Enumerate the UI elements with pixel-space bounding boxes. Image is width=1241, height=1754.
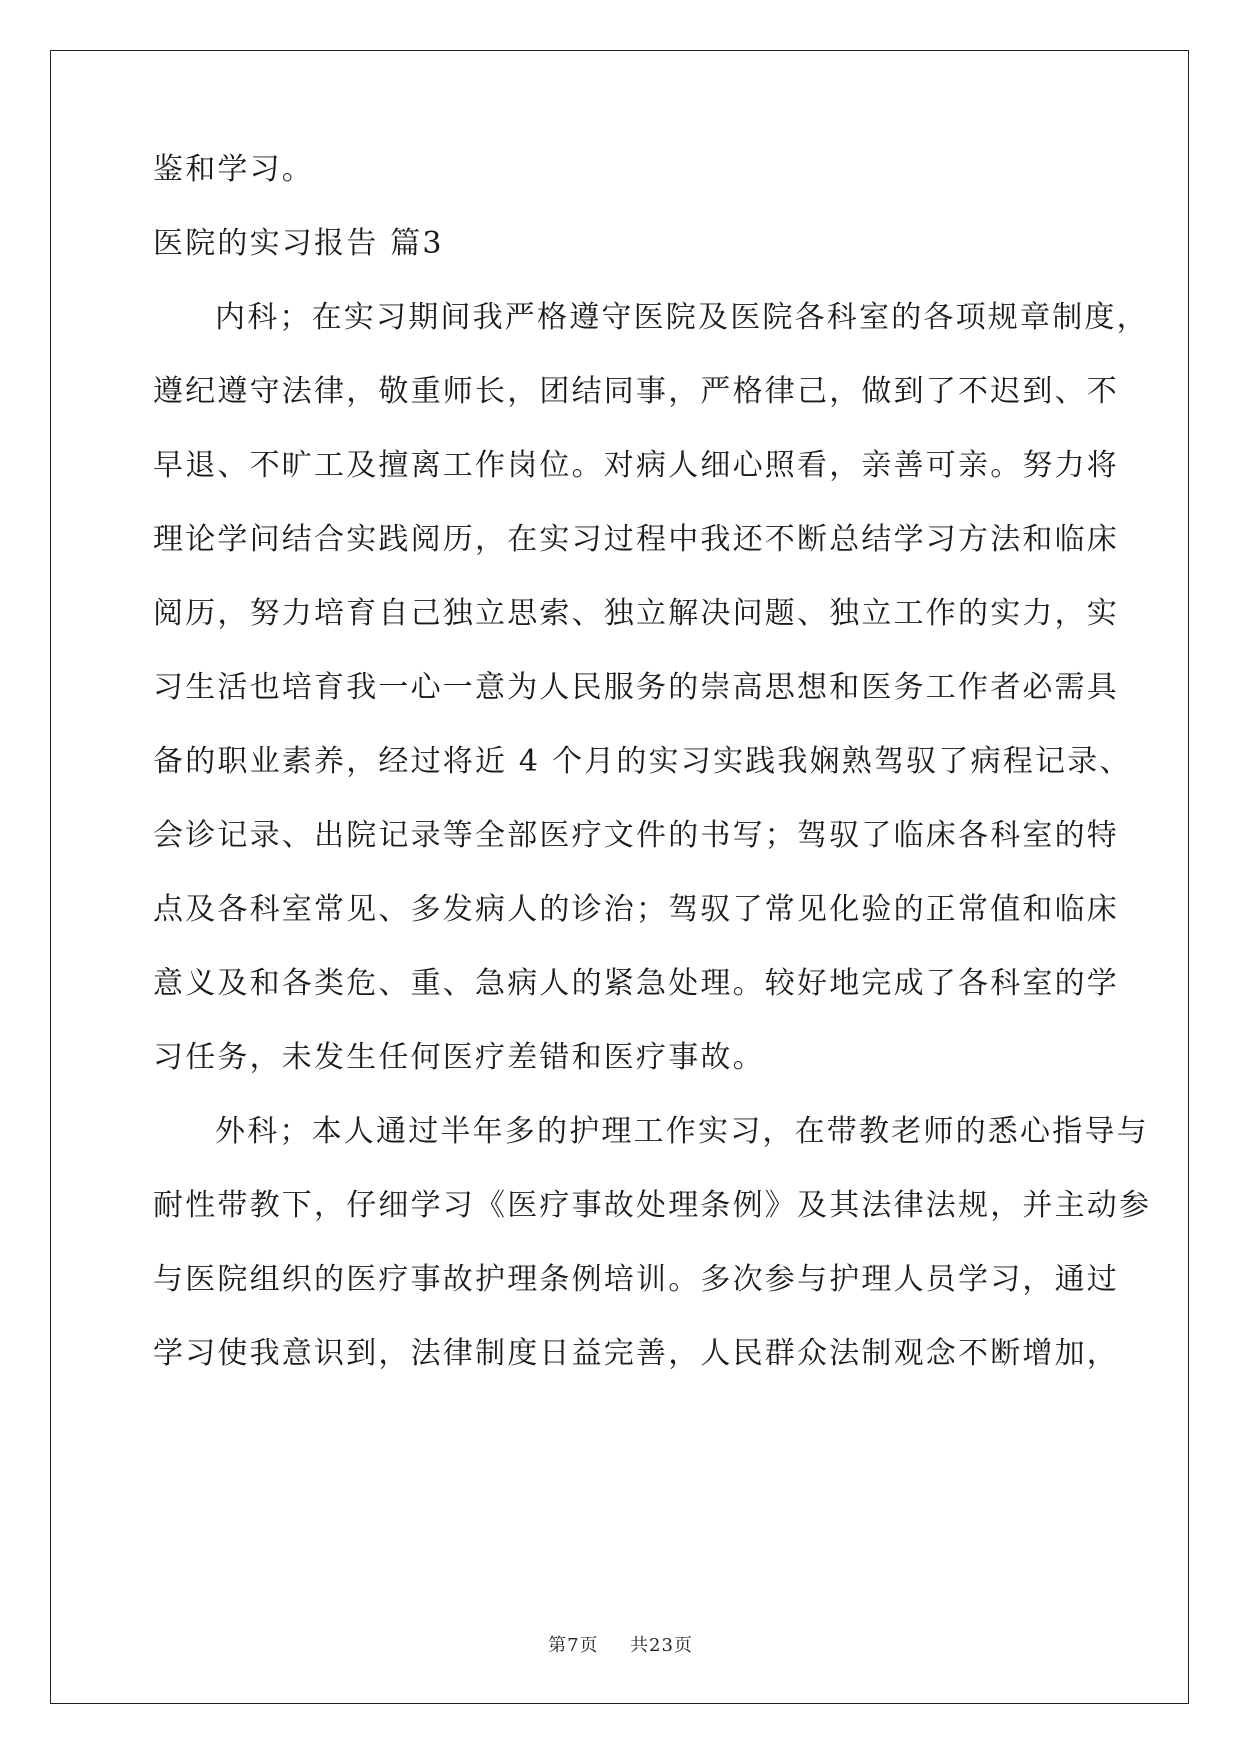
paragraph-line: 阅历，努力培育自己独立思索、独立解决问题、独立工作的实力，实 <box>153 596 1119 631</box>
paragraph-line: 内科；在实习期间我严格遵守医院及医院各科室的各项规章制度， <box>215 300 1149 335</box>
paragraph-line: 习任务，未发生任何医疗差错和医疗事故。 <box>153 1040 765 1075</box>
paragraph-line: 与医院组织的医疗事故护理条例培训。多次参与护理人员学习，通过 <box>153 1262 1119 1297</box>
page-total: 共23页 <box>630 1635 693 1656</box>
page-number: 第7页 <box>548 1635 599 1656</box>
paragraph-line: 备的职业素养，经过将近 4 个月的实习实践我娴熟驾驭了病程记录、 <box>153 744 1132 779</box>
paragraph-line: 理论学问结合实践阅历，在实习过程中我还不断总结学习方法和临床 <box>153 522 1119 557</box>
paragraph-line: 遵纪遵守法律，敬重师长，团结同事，严格律己，做到了不迟到、不 <box>153 374 1119 409</box>
paragraph-line: 学习使我意识到，法律制度日益完善，人民群众法制观念不断增加， <box>153 1336 1119 1371</box>
paragraph-line: 耐性带教下，仔细学习《医疗事故处理条例》及其法律法规，并主动参 <box>153 1188 1152 1223</box>
paragraph-line: 外科；本人通过半年多的护理工作实习，在带教老师的悉心指导与 <box>215 1114 1149 1149</box>
paragraph-line: 早退、不旷工及擅离工作岗位。对病人细心照看，亲善可亲。努力将 <box>153 448 1119 483</box>
paragraph-line: 点及各科室常见、多发病人的诊治；驾驭了常见化验的正常值和临床 <box>153 892 1119 927</box>
section-heading: 医院的实习报告 篇3 <box>153 226 444 261</box>
paragraph-line: 意义及和各类危、重、急病人的紧急处理。较好地完成了各科室的学 <box>153 966 1119 1001</box>
text-line: 鉴和学习。 <box>153 152 314 187</box>
paragraph-line: 会诊记录、出院记录等全部医疗文件的书写；驾驭了临床各科室的特 <box>153 818 1119 853</box>
paragraph-line: 习生活也培育我一心一意为人民服务的崇高思想和医务工作者必需具 <box>153 670 1119 705</box>
page-footer <box>0 1634 1241 1658</box>
